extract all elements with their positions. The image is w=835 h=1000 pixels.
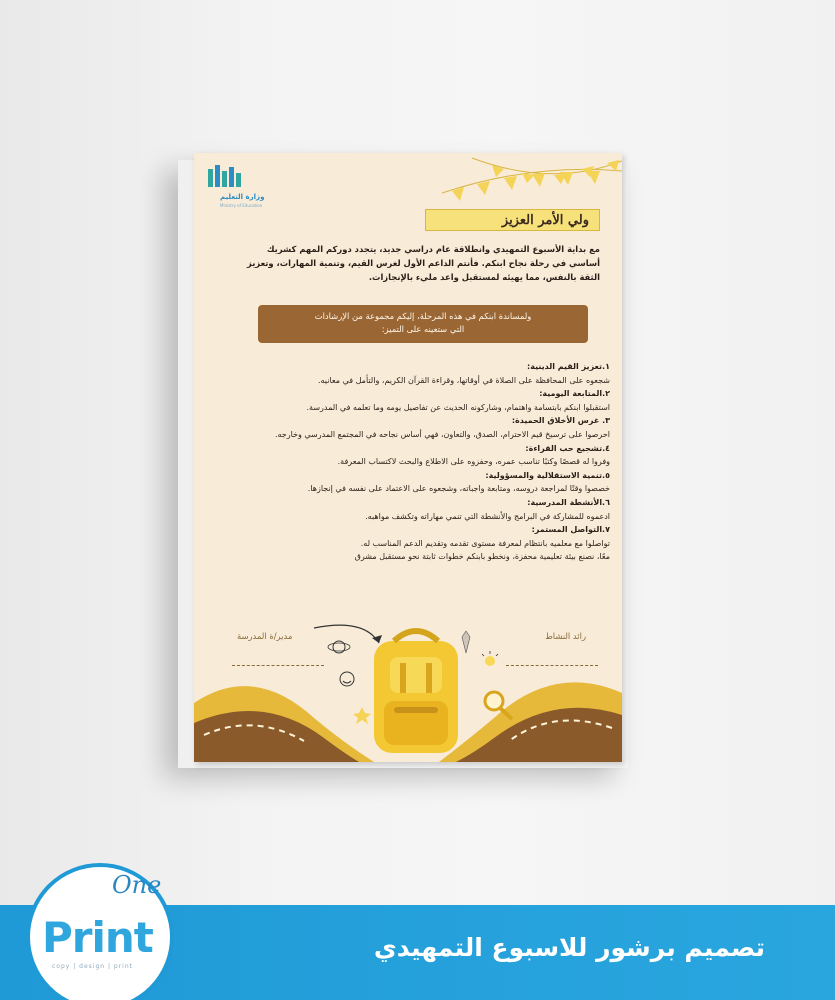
list-item: [230, 414, 610, 441]
guidelines-list: [230, 360, 610, 564]
item-title: ٧.التواصل المستمر:: [531, 525, 610, 535]
ministry-logo: [206, 163, 286, 208]
list-item: [230, 387, 610, 414]
guidelines-banner: [258, 305, 588, 343]
signature-principal: مدير/ة المدرسة: [237, 631, 293, 641]
item-text: وفروا له قصصًا وكتبًا تناسب عمره، وحفزوه على الاطلاع والبحث لاكتساب المعرفة.: [337, 457, 610, 467]
list-item: [230, 469, 610, 496]
item-text: احرصوا على ترسيخ قيم الاحترام، الصدق، والتعاون، فهي أساس نجاحه في المجتمع المدرسي وخارجه.: [274, 429, 610, 439]
backpack-illustration: [194, 623, 622, 762]
brand-one-text: One: [112, 871, 162, 899]
item-text: ادعموه للمشاركة في البرامج والأنشطة التي تنمي مهاراته وتكشف مواهبه.: [365, 511, 610, 521]
item-text: شجعوه على المحافظة على الصلاة في أوقاتها، وقراءة القرآن الكريم، والتأمل في معانيه.: [317, 375, 610, 385]
signature-activity-leader: رائد النشاط: [545, 631, 586, 641]
ministry-english-name: Ministry of Education: [220, 203, 263, 208]
brand-print-text: Print: [42, 913, 153, 962]
one-print-logo: [18, 855, 198, 1000]
item-title: ٣. غرس الأخلاق الحميدة:: [511, 416, 610, 426]
item-title: ١.تعزيز القيم الدينية:: [527, 362, 610, 371]
list-item: [230, 360, 610, 387]
bunting-decoration: [432, 153, 622, 213]
item-title: ٦.الأنشطة المدرسية:: [527, 497, 610, 507]
banner-line-1: ولمساندة ابنكم في هذه المرحلة، إليكم مجموعة من الإرشادات: [314, 311, 532, 321]
closing-line: معًا، نصنع بيئة تعليمية محفزة، ونخطو بابنكم خطوات ثابتة نحو مستقبل مشرق: [354, 552, 610, 562]
list-item: [230, 442, 610, 469]
brand-tagline: copy | design | print: [52, 963, 134, 970]
list-item: [230, 496, 610, 523]
footer-title: تصميم برشور للاسبوع التمهيدي: [373, 933, 765, 962]
item-text: استقبلوا ابنكم بابتسامة واهتمام، وشاركونه الحديث عن تفاصيل يومه وما تعلمه في المدرسة.: [306, 402, 610, 412]
banner-line-2: التي ستعينه على التميز:: [381, 324, 465, 334]
poster-title: ولي الأمر العزيز: [425, 209, 600, 231]
brochure-poster: [194, 153, 622, 762]
item-text: تواصلوا مع معلميه بانتظام لمعرفة مستوى تقدمه وتقديم الدعم المناسب له.: [360, 538, 610, 548]
intro-paragraph: مع بداية الأسبوع التمهيدي وانطلاقة عام دراسي جديد، يتجدد دوركم المهم كشريك أساسي في رحلة نجاح ابنكم. فأنتم الداعم الأول لغرس القيم، وتنمية المهارات، وتعزيز الثقة بالنفس، مما يهيئه لمستقبل واعد مليء بالإنجازات.: [247, 244, 600, 282]
list-item: [230, 523, 610, 550]
ministry-name: وزارة التعليم: [220, 193, 265, 201]
ministry-emblem-icon: [206, 163, 246, 189]
item-title: ٢.المتابعة اليومية:: [539, 389, 610, 399]
item-text: خصصوا وقتًا لمراجعة دروسه، ومتابعة واجباته، وشجعوه على الاعتماد على نفسه في إنجازها.: [307, 484, 610, 494]
item-title: ٤.تشجيع حب القراءة:: [525, 443, 610, 453]
item-title: ٥.تنمية الاستقلالية والمسؤولية:: [485, 470, 610, 480]
